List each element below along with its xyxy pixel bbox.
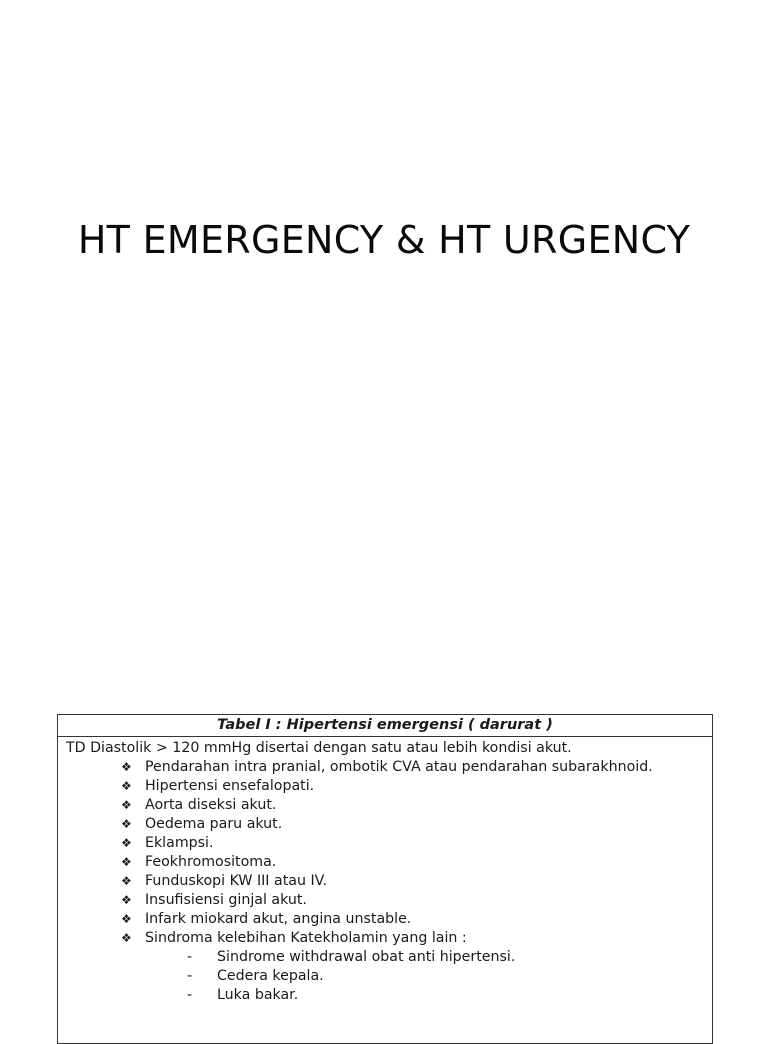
sub-list-item-text: Sindrome withdrawal obat anti hipertensi. bbox=[217, 949, 516, 965]
diamond-bullet-icon: ❖ bbox=[121, 893, 132, 907]
diamond-bullet-icon: ❖ bbox=[121, 912, 132, 926]
sub-list-item bbox=[187, 948, 704, 967]
dash-bullet-icon: - bbox=[187, 949, 193, 965]
list-item-text: Oedema paru akut. bbox=[145, 816, 283, 832]
list-item bbox=[119, 853, 704, 872]
list-item-text: Infark miokard akut, angina unstable. bbox=[145, 911, 412, 927]
diamond-bullet-icon: ❖ bbox=[121, 931, 132, 945]
list-item-text: Pendarahan intra pranial, ombotik CVA atau pendarahan subarakhnoid. bbox=[145, 759, 653, 775]
diamond-bullet-icon: ❖ bbox=[121, 779, 132, 793]
list-item bbox=[119, 777, 704, 796]
list-item bbox=[119, 872, 704, 891]
table-caption: Tabel I : Hipertensi emergensi ( darurat ) bbox=[58, 715, 712, 737]
dash-bullet-icon: - bbox=[187, 968, 193, 984]
diamond-bullet-icon: ❖ bbox=[121, 855, 132, 869]
condition-list bbox=[66, 758, 704, 1005]
diamond-bullet-icon: ❖ bbox=[121, 817, 132, 831]
list-item-text: Aorta diseksi akut. bbox=[145, 797, 277, 813]
list-item-text: Sindroma kelebihan Katekholamin yang lain : bbox=[145, 930, 467, 946]
sub-list-item-text: Cedera kepala. bbox=[217, 968, 324, 984]
list-item bbox=[119, 891, 704, 910]
sub-list-item bbox=[187, 986, 704, 1005]
diamond-bullet-icon: ❖ bbox=[121, 874, 132, 888]
list-item bbox=[119, 929, 704, 1005]
list-item-text: Funduskopi KW III atau IV. bbox=[145, 873, 328, 889]
slide-title: HT EMERGENCY & HT URGENCY bbox=[77, 218, 691, 262]
emergency-table bbox=[57, 714, 713, 1044]
diamond-bullet-icon: ❖ bbox=[121, 798, 132, 812]
diamond-bullet-icon: ❖ bbox=[121, 836, 132, 850]
list-item-text: Insufisiensi ginjal akut. bbox=[145, 892, 307, 908]
list-item bbox=[119, 910, 704, 929]
sub-list-item-text: Luka bakar. bbox=[217, 987, 299, 1003]
table-intro: TD Diastolik > 120 mmHg disertai dengan satu atau lebih kondisi akut. bbox=[66, 740, 572, 756]
dash-bullet-icon: - bbox=[187, 987, 193, 1003]
table-body bbox=[58, 737, 712, 1005]
list-item bbox=[119, 834, 704, 853]
sub-list-item bbox=[187, 967, 704, 986]
list-item-text: Feokhromositoma. bbox=[145, 854, 277, 870]
diamond-bullet-icon: ❖ bbox=[121, 760, 132, 774]
list-item bbox=[119, 796, 704, 815]
sub-list bbox=[145, 948, 704, 1005]
list-item-text: Eklampsi. bbox=[145, 835, 214, 851]
list-item bbox=[119, 815, 704, 834]
list-item bbox=[119, 758, 704, 777]
list-item-text: Hipertensi ensefalopati. bbox=[145, 778, 315, 794]
